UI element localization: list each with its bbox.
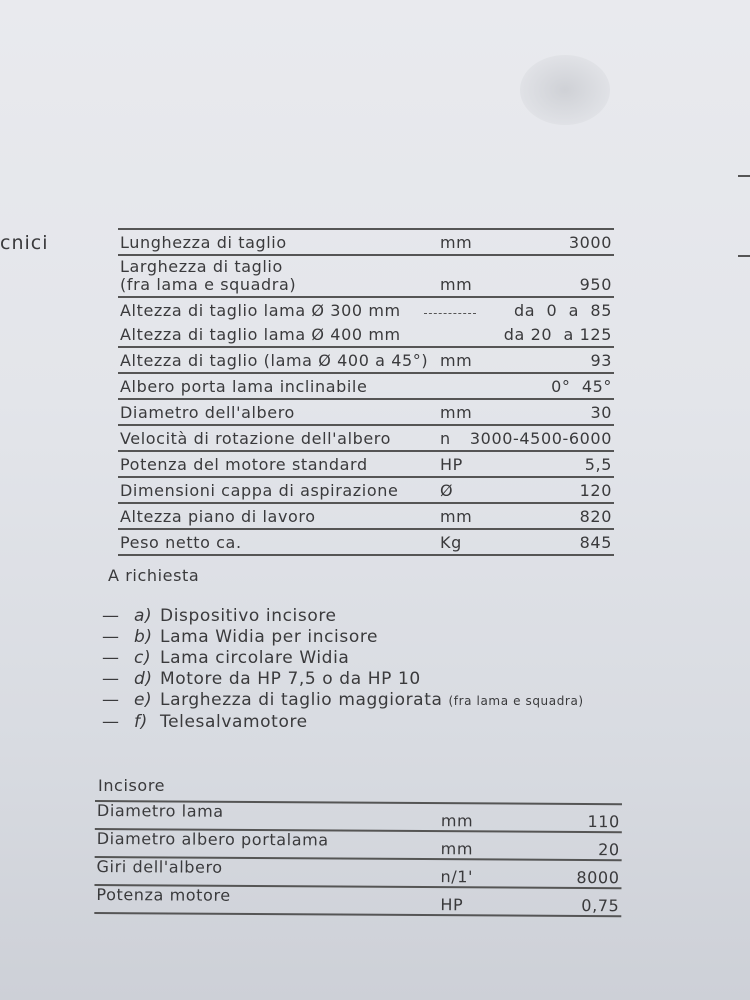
spec-unit: mm [440,233,473,252]
spec-unit: HP [440,895,464,915]
spec-label: Altezza di taglio lama Ø 400 mm [120,325,401,344]
spec-value: 8000 [576,867,620,888]
spec-value: 30 [590,403,612,422]
spec-unit: mm [440,351,473,370]
table-row [118,298,614,322]
list-item [102,606,584,627]
item-text: Larghezza di taglio maggiorata [160,690,443,710]
dash: — [102,606,120,626]
item-key: c) [134,648,152,668]
paper-shadow [520,55,610,125]
dash: — [102,712,120,732]
item-key: a) [134,606,153,626]
spec-label: Velocità di rotazione dell'albero [120,429,392,448]
side-heading-fragment: cnici [0,232,49,254]
table-row [118,348,614,374]
list-item [102,690,584,712]
table-row [118,504,614,530]
item-key: d) [134,669,153,689]
specs-table [118,228,614,556]
incisore-heading: Incisore [98,776,166,795]
item-key: e) [134,690,153,710]
item-text: Telesalvamotore [160,712,308,732]
item-key: b) [134,627,153,647]
list-item [102,669,584,690]
spec-label: Peso netto ca. [120,533,242,552]
spec-label: Dimensioni cappa di aspirazione [120,481,399,500]
table-row [118,374,614,400]
spec-label: Diametro lama [96,801,224,821]
item-text: Lama Widia per incisore [160,627,379,647]
spec-value: da 0 a 85 [513,301,612,320]
table-row [118,230,614,256]
table-row [118,322,614,348]
item-text: Lama circolare Widia [160,648,350,668]
table-row [118,400,614,426]
spec-unit: Ø [440,481,454,500]
spec-label: Diametro albero portalama [96,829,329,850]
spec-label: Altezza di taglio lama Ø 300 mm [120,301,401,320]
list-item [102,648,584,669]
item-note: (fra lama e squadra) [448,694,584,708]
spec-unit: Kg [440,533,462,552]
edge-mark [738,175,750,177]
spec-label: Altezza di taglio (lama Ø 400 a 45°) [120,351,429,370]
item-key: f) [134,712,148,732]
spec-unit: HP [440,455,463,474]
table-row [118,478,614,504]
spec-value: 0° 45° [551,377,612,396]
spec-value: 3000 [568,233,612,252]
spec-value: 0,75 [581,895,620,916]
list-item [102,627,584,648]
spec-label: Giri dell'albero [96,857,223,877]
spec-label: Altezza piano di lavoro [120,507,316,526]
table-row [94,886,621,917]
optional-heading: A richiesta [108,566,200,585]
spec-value: 950 [579,275,612,294]
spec-value: 120 [579,481,612,500]
dash: — [102,648,120,668]
spec-label-line1: Larghezza di taglio [120,257,283,276]
spec-label: Lunghezza di taglio [120,233,287,252]
spec-label [120,258,296,294]
dash: — [102,669,120,689]
incisore-table [94,800,622,917]
item-text: Dispositivo incisore [160,606,337,626]
spec-unit: mm [440,507,473,526]
spec-unit: mm [440,839,474,859]
table-row [118,426,614,452]
spec-unit: n/1' [440,867,474,887]
spec-unit: mm [440,811,474,831]
spec-value: 93 [590,351,612,370]
spec-value: da 20 a 125 [503,325,612,344]
spec-value: 820 [579,507,612,526]
optional-list [102,606,584,733]
item-text: Motore da HP 7,5 o da HP 10 [160,669,421,689]
edge-mark [738,255,750,257]
spec-value: 20 [598,840,620,860]
spec-value: 3000-4500-6000 [469,429,612,448]
spec-label: Potenza del motore standard [120,455,368,474]
spec-label-line2: (fra lama e squadra) [120,275,297,294]
spec-label: Potenza motore [96,885,231,905]
list-item [102,712,584,733]
dash: — [102,690,120,710]
dash: — [102,627,120,647]
table-row [118,452,614,478]
spec-unit: mm [440,403,473,422]
spec-value: 845 [579,533,612,552]
spec-value: 110 [587,812,620,832]
spec-label: Diametro dell'albero [120,403,295,422]
spec-unit: mm [440,275,473,294]
spec-unit: n [440,429,451,448]
table-row [118,530,614,556]
spec-value: 5,5 [584,455,612,474]
table-row [118,256,614,298]
dotted-leader [424,313,476,314]
spec-label: Albero porta lama inclinabile [120,377,368,396]
